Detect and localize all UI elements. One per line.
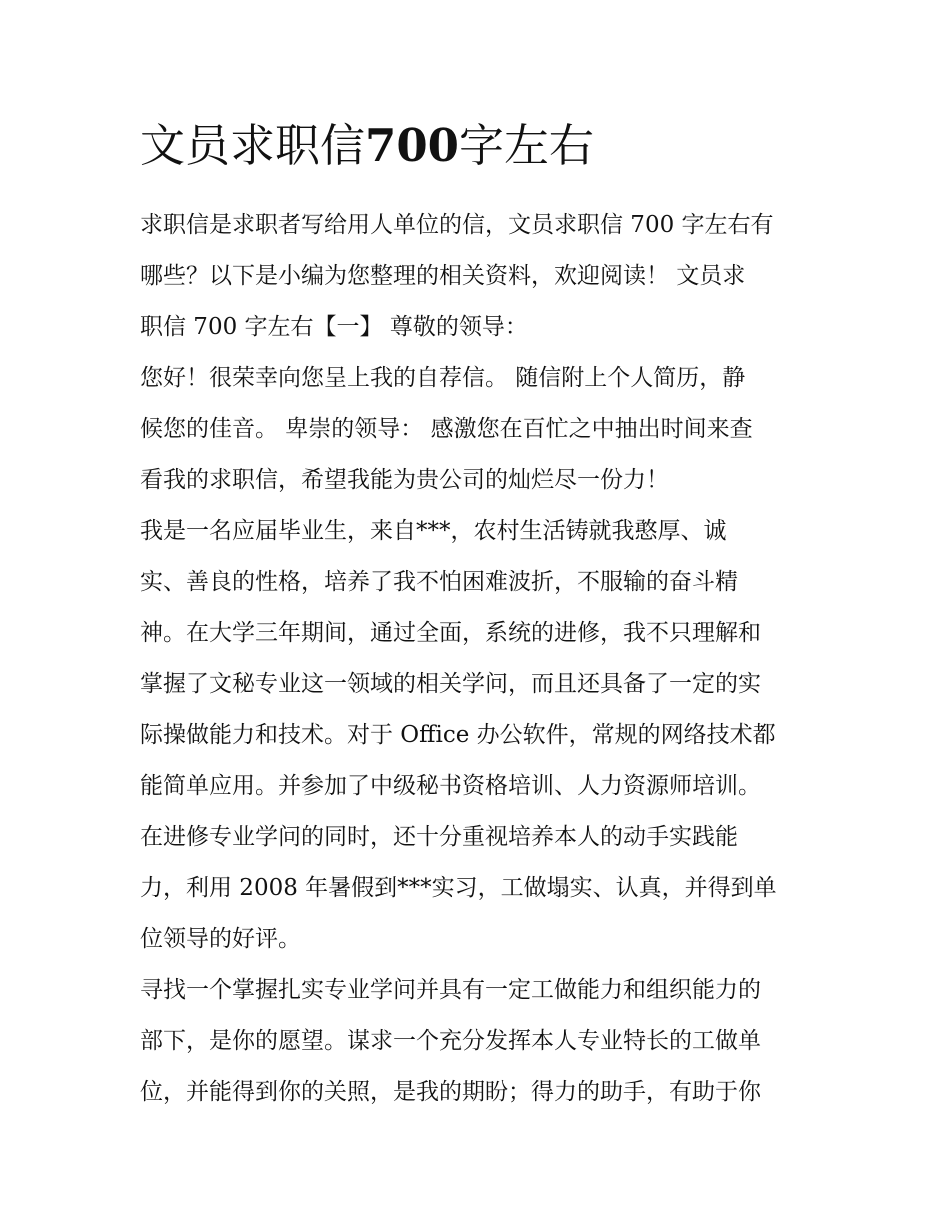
text-line: 您好！很荣幸向您呈上我的自荐信。 随信附上个人简历，静 — [140, 365, 746, 391]
title-suffix: 字左右 — [458, 119, 594, 172]
text-line: 我是一名应届毕业生，来自***，农村生活铸就我憨厚、诚 — [140, 518, 727, 544]
text-line: 职信 700 字左右【一】 尊敬的领导： — [140, 314, 528, 340]
paragraph-intro — [140, 200, 816, 353]
paragraph-aspiration — [140, 965, 816, 1118]
text-line: 实、善良的性格，培养了我不怕困难波折，不服输的奋斗精 — [140, 569, 738, 595]
text-line: 候您的佳音。 卑崇的领导： 感激您在百忙之中抽出时间来查 — [140, 416, 753, 442]
text-line: 际操做能力和技术。对于 Office 办公软件，常规的网络技术都 — [140, 722, 776, 748]
title-prefix: 文员求职信 — [140, 119, 366, 172]
text-line: 寻找一个掌握扎实专业学问并具有一定工做能力和组织能力的 — [140, 977, 761, 1003]
text-line: 部下，是你的愿望。谋求一个充分发挥本人专业特长的工做单 — [140, 1028, 761, 1054]
text-line: 在进修专业学问的同时，还十分重视培养本人的动手实践能 — [140, 824, 738, 850]
text-line: 位，并能得到你的关照，是我的期盼；得力的助手，有助于你 — [140, 1079, 761, 1105]
text-line: 哪些？以下是小编为您整理的相关资料，欢迎阅读！ 文员求 — [140, 263, 746, 289]
text-line: 能简单应用。并参加了中级秘书资格培训、人力资源师培训。 — [140, 773, 761, 799]
text-line: 神。在大学三年期间，通过全面，系统的进修，我不只理解和 — [140, 620, 761, 646]
paragraph-background — [140, 506, 816, 965]
paragraph-greeting — [140, 353, 816, 506]
title-number: 700 — [365, 119, 459, 172]
text-line: 求职信是求职者写给用人单位的信，文员求职信 700 字左右有 — [140, 212, 774, 238]
text-line: 位领导的好评。 — [140, 926, 301, 952]
text-line: 力，利用 2008 年暑假到***实习，工做塌实、认真，并得到单 — [140, 875, 777, 901]
text-line: 掌握了文秘专业这一领域的相关学问，而且还具备了一定的实 — [140, 671, 761, 697]
letter-body — [140, 200, 816, 1118]
page-title — [140, 114, 594, 178]
text-line: 看我的求职信，希望我能为贵公司的灿烂尽一份力！ — [140, 467, 669, 493]
